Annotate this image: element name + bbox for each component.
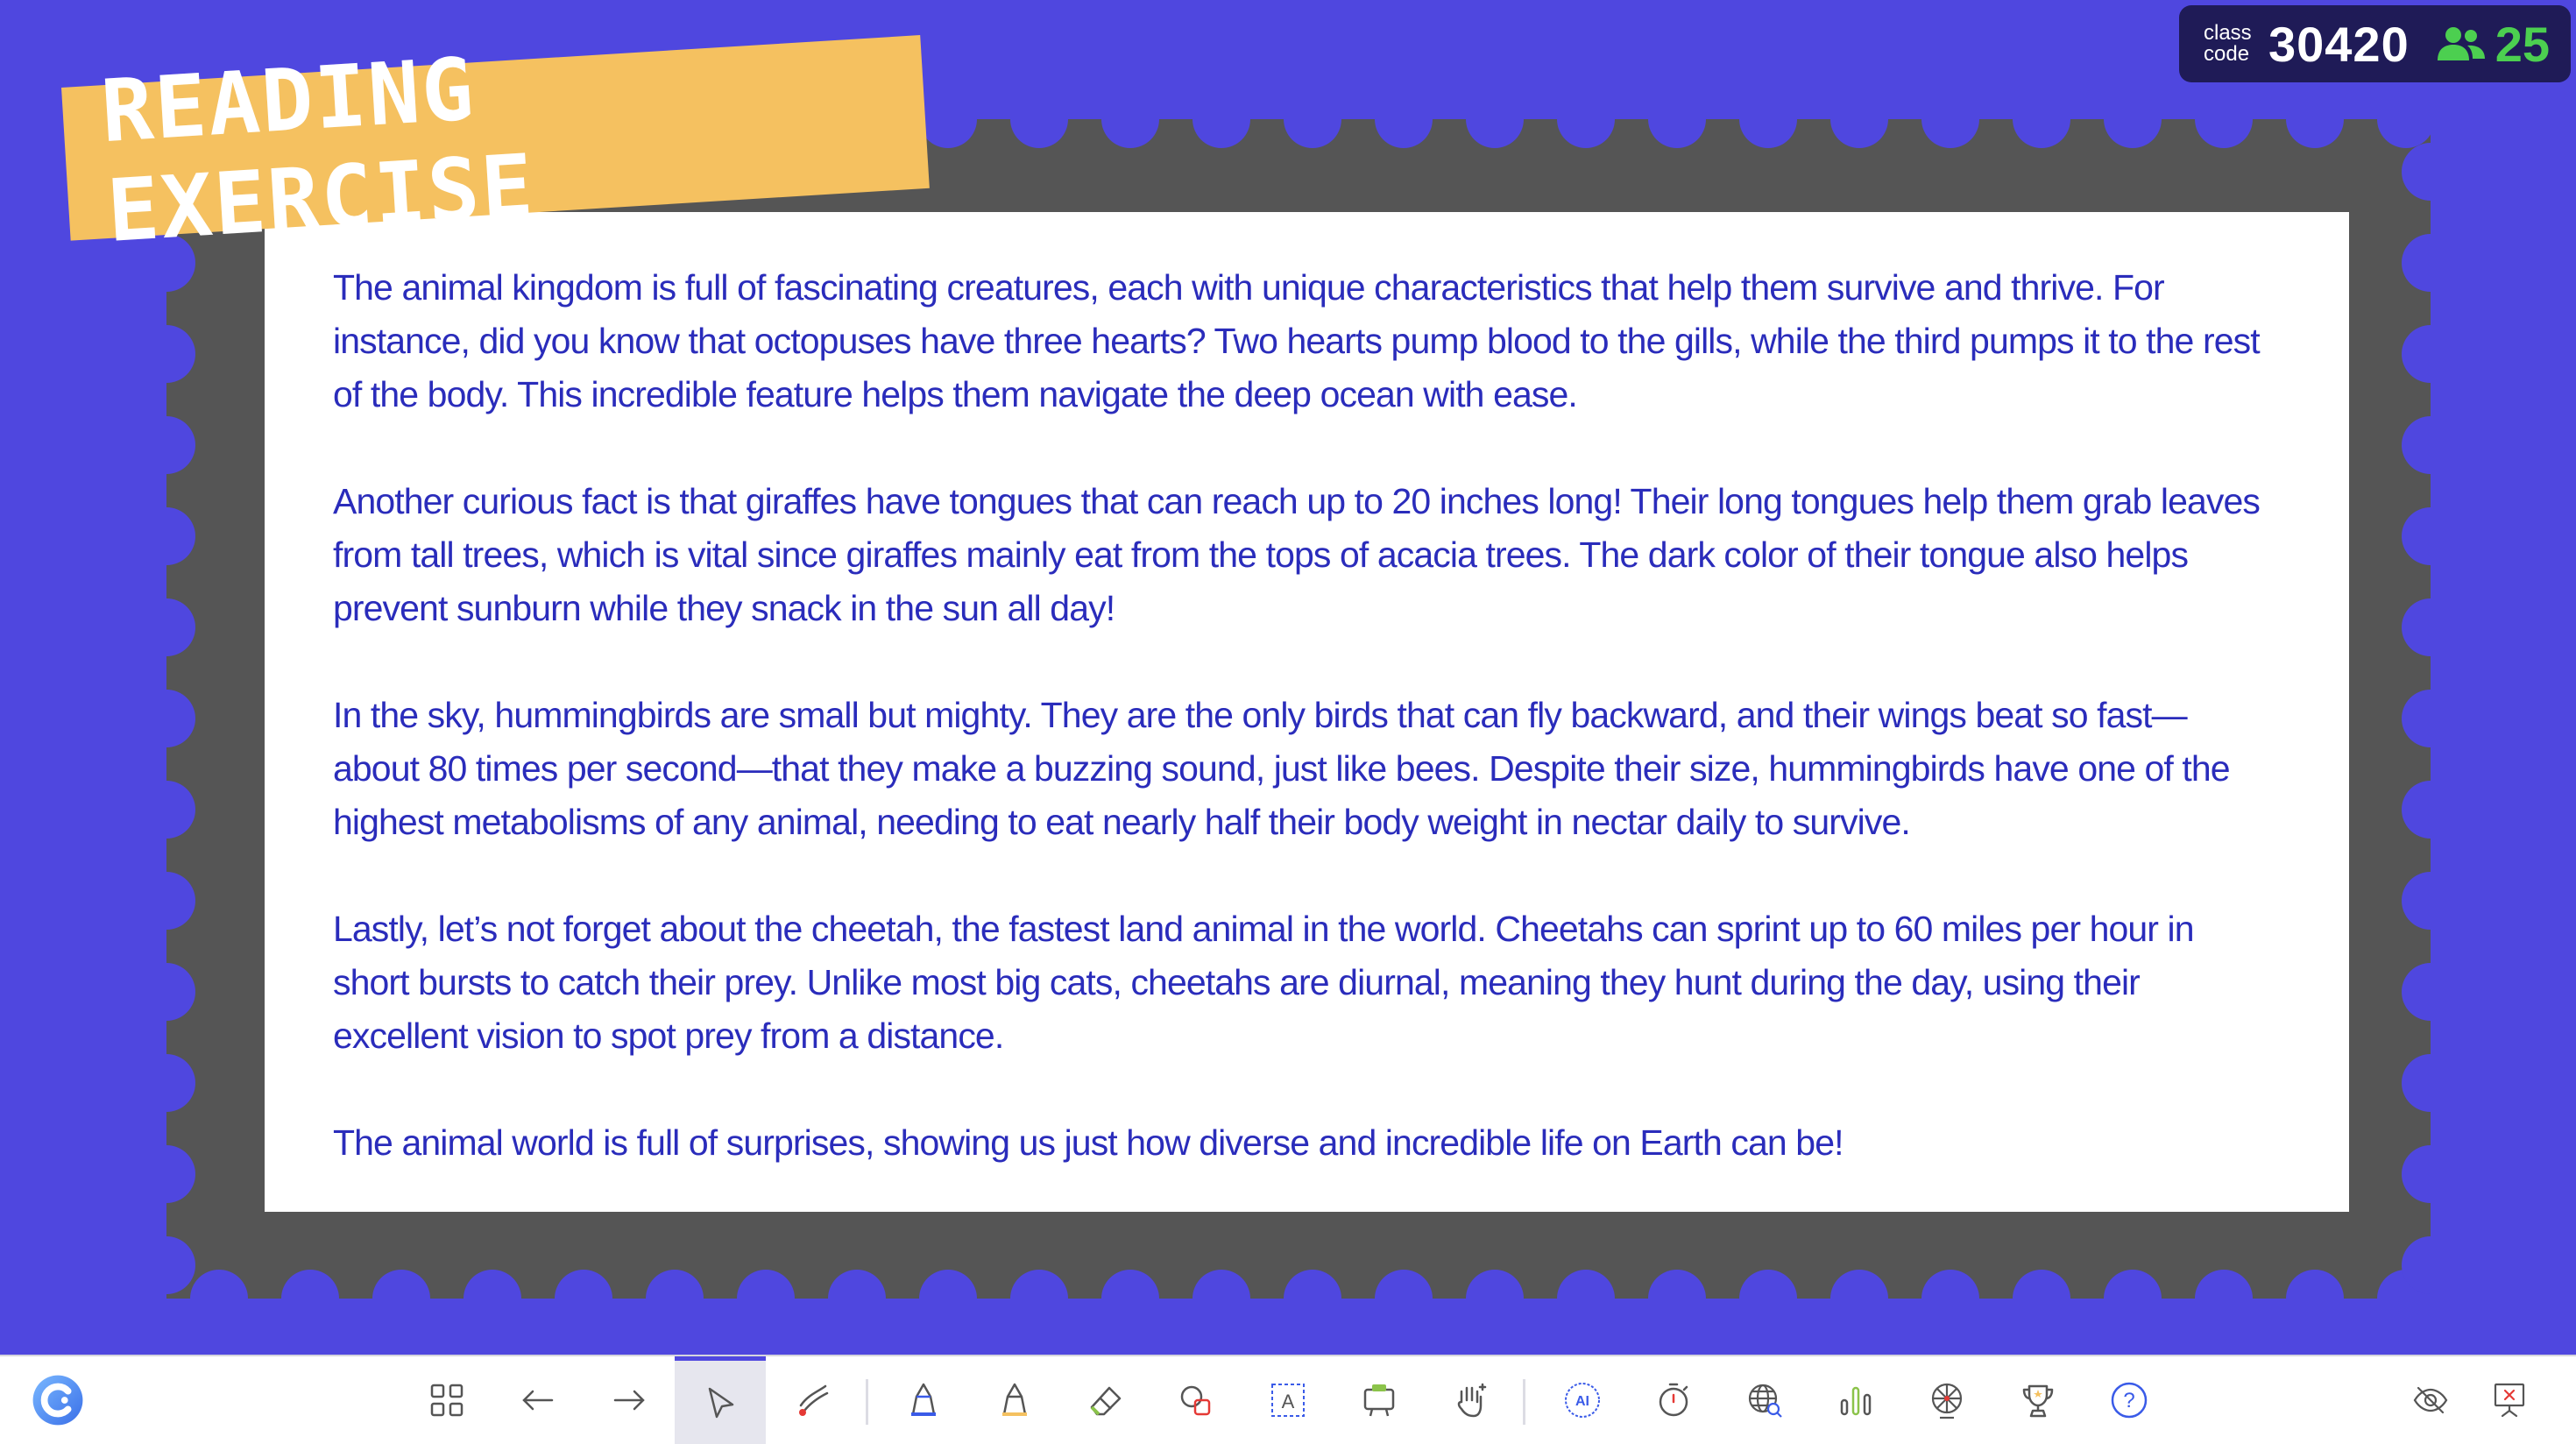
title-banner <box>61 35 930 262</box>
reading-paragraph: The animal world is full of surprises, showing us just how diverse and incredible life on Earth can be! <box>333 1122 1844 1163</box>
web-search-icon[interactable] <box>1738 1356 1791 1444</box>
svg-text:AI: AI <box>1575 1394 1589 1409</box>
reading-paragraph: In the sky, hummingbirds are small but mighty. They are the only birds that can fly backward, and their wings beat so fast—about 80 times per second—that they make a buzzing sound, just like bees. Despite their size, hummingbirds have one of the highest metabolisms of any animal, needing to eat nearly half their body weight in nectar daily to survive. <box>333 695 2230 842</box>
svg-text:?: ? <box>2123 1389 2135 1412</box>
svg-text:A: A <box>1281 1391 1295 1412</box>
pen-icon[interactable] <box>897 1356 950 1444</box>
class-code-badge[interactable] <box>2179 5 2571 82</box>
shapes-icon[interactable] <box>1171 1356 1223 1444</box>
laser-pen-icon[interactable] <box>787 1356 839 1444</box>
highlighter-icon[interactable] <box>988 1356 1041 1444</box>
trophy-icon[interactable] <box>2012 1356 2064 1444</box>
toolbar-divider <box>1523 1379 1525 1425</box>
arrow-left-icon[interactable] <box>512 1356 564 1444</box>
text-box-icon[interactable] <box>1262 1356 1314 1444</box>
exit-presentation-icon[interactable] <box>2483 1356 2536 1444</box>
hand-raise-icon[interactable] <box>1444 1356 1497 1444</box>
toolbar-divider <box>866 1379 868 1425</box>
participant-count: 25 <box>2495 16 2551 72</box>
eraser-icon[interactable] <box>1079 1356 1132 1444</box>
class-code-value: 30420 <box>2268 16 2410 72</box>
poll-chart-icon[interactable] <box>1829 1356 1882 1444</box>
reading-card <box>265 212 2349 1212</box>
reading-paragraph: Another curious fact is that giraffes have tongues that can reach up to 20 inches long! Their long tongues help them grab leaves from tall trees, which is vital since giraffes mainly eat from the tops of acacia trees. The dark color of their tongue also helps prevent sunburn while they snack in the sun all day! <box>333 481 2260 628</box>
ai-assistant-icon[interactable] <box>1556 1356 1609 1444</box>
arrow-right-icon[interactable] <box>603 1356 655 1444</box>
reading-paragraph: Lastly, let’s not forget about the cheetah, the fastest land animal in the world. Cheetahs can sprint up to 60 miles per hour in short bursts to catch their prey. Unlike most big cats, cheetahs are diurnal, meaning they hunt during the day, using their excellent vision to spot prey from a distance. <box>333 909 2194 1056</box>
page-title: READING EXERCISE <box>98 39 538 262</box>
app-logo-icon[interactable] <box>26 1356 89 1444</box>
help-icon[interactable] <box>2103 1356 2155 1444</box>
grid-icon[interactable] <box>421 1356 473 1444</box>
spinner-wheel-icon[interactable] <box>1921 1356 1973 1444</box>
participants-icon <box>2436 25 2487 62</box>
reading-paragraph: The animal kingdom is full of fascinating creatures, each with unique characteristics that help them survive and thrive. For instance, did you know that octopuses have three hearts? Two hearts pump blood to the gills, while the third pumps it to the rest of the body. This incredible feature helps them navigate the deep ocean with ease. <box>333 267 2260 414</box>
hide-eye-icon[interactable] <box>2404 1356 2457 1444</box>
bottom-toolbar <box>0 1355 2576 1444</box>
sticky-note-icon[interactable] <box>1353 1356 1405 1444</box>
timer-icon[interactable] <box>1647 1356 1700 1444</box>
cursor-icon[interactable] <box>675 1356 766 1444</box>
class-code-label: class code <box>2204 21 2252 66</box>
